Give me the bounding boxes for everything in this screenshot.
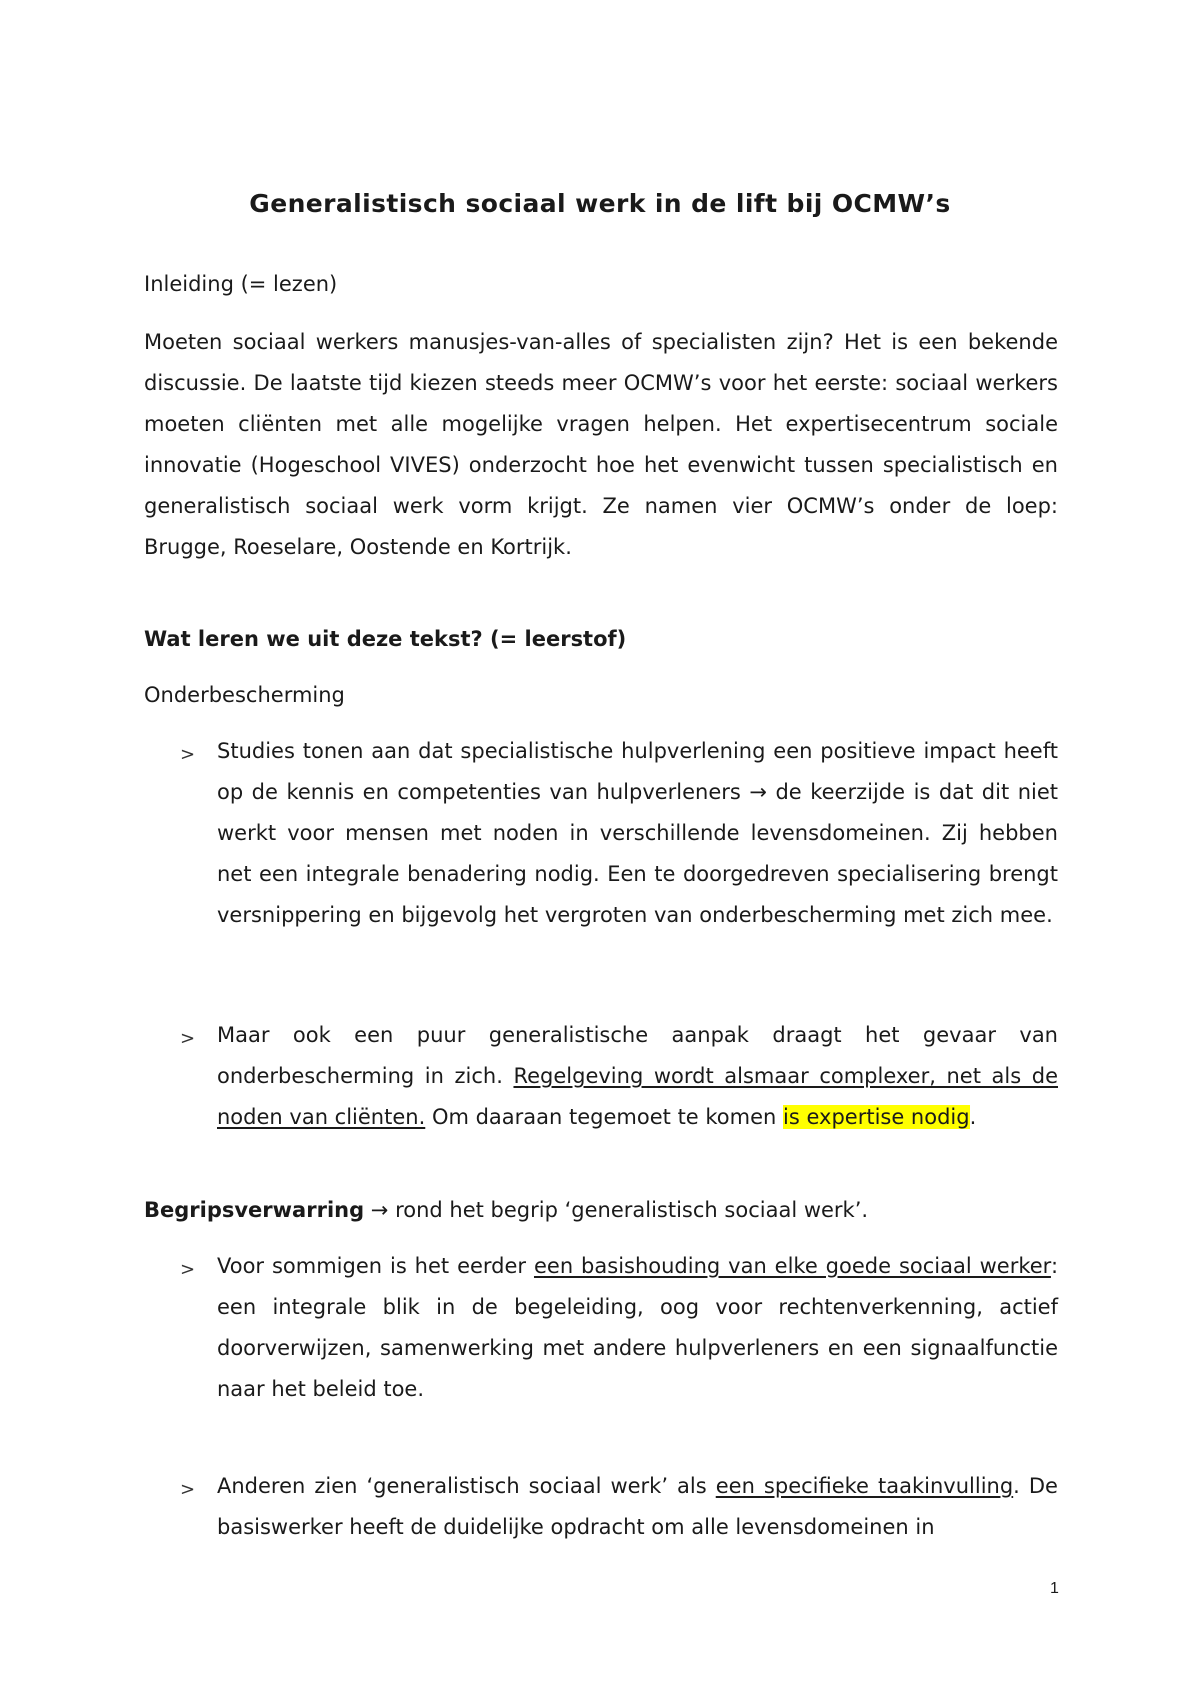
learn-heading: Wat leren we uit deze tekst? (= leerstof) (144, 627, 627, 651)
begripsverwarring-rest: → rond het begrip ‘generalistisch sociaal werk’. (364, 1198, 869, 1222)
bullet4-text-2: . De basiswerker heeft de duidelijke opdracht om alle levensdomeinen in (217, 1474, 1058, 1539)
bullet-taakinvulling (217, 1466, 1058, 1548)
bullet4-underlined: een specifieke taakinvulling (715, 1474, 1014, 1498)
bullet2-text-1: Maar ook een puur generalistische aanpak draagt het gevaar van onderbescherming in zich. (217, 1023, 1058, 1088)
intro-heading: Inleiding (= lezen) (144, 272, 338, 296)
document-title: Generalistisch sociaal werk in de lift bij OCMW’s (249, 189, 951, 218)
bullet3-underlined: een basishouding van elke goede sociaal werker (533, 1254, 1051, 1278)
bullet3-text-1: Voor sommigen is het eerder (217, 1254, 534, 1278)
bullet-onderbescherming-specialistisch: Studies tonen aan dat specialistische hulpverlening een positieve impact heeft op de kennis en competenties van hulpverleners → de keerzijde is dat dit niet werkt voor mensen met noden in verschillende levensdomeinen. Zij hebben net een integrale benadering nodig. Een te doorgedreven specialisering brengt versnippering en bijgevolg het vergroten van onderbescherming met zich mee. (217, 739, 1058, 927)
bullet-basishouding (217, 1246, 1058, 1410)
bullet-marker: > (180, 744, 196, 765)
bullet2-highlighted: is expertise nodig (783, 1105, 970, 1129)
intro-paragraph: Moeten sociaal werkers manusjes-van-alles of specialisten zijn? Het is een bekende discussie. De laatste tijd kiezen steeds meer OCMW’s voor het eerste: sociaal werkers moeten cliënten met alle mogelijke vragen helpen. Het expertisecentrum sociale innovatie (Hogeschool VIVES) onderzocht hoe het evenwicht tussen specialistisch en generalistisch sociaal werk vorm krijgt. Ze namen vier OCMW’s onder de loep: Brugge, Roeselare, Oostende en Kortrijk. (144, 330, 1058, 559)
begripsverwarring-heading: Begripsverwarring (144, 1198, 365, 1222)
bullet-marker: > (180, 1479, 196, 1500)
bullet3-text-2: : een integrale blik in de begeleiding, oog voor rechtenverkenning, actief doorverwijzen, samenwerking met andere hulpverleners en een signaalfunctie naar het beleid toe. (217, 1254, 1059, 1401)
bullet4-text-1: Anderen zien ‘generalistisch sociaal werk’ als (217, 1474, 716, 1498)
page-number: 1 (1050, 1580, 1059, 1597)
bullet-marker: > (180, 1259, 196, 1280)
bullet-marker: > (180, 1028, 196, 1049)
begripsverwarring-line (144, 1198, 868, 1222)
bullet2-underlined: Regelgeving wordt alsmaar complexer, net als de noden van cliënten. (217, 1064, 1058, 1129)
bullet-onderbescherming-generalistisch (217, 1015, 1058, 1138)
bullet2-text-2: Om daaraan tegemoet te komen (425, 1105, 784, 1129)
onderbescherming-heading: Onderbescherming (144, 683, 345, 707)
bullet2-text-3: . (969, 1105, 977, 1129)
